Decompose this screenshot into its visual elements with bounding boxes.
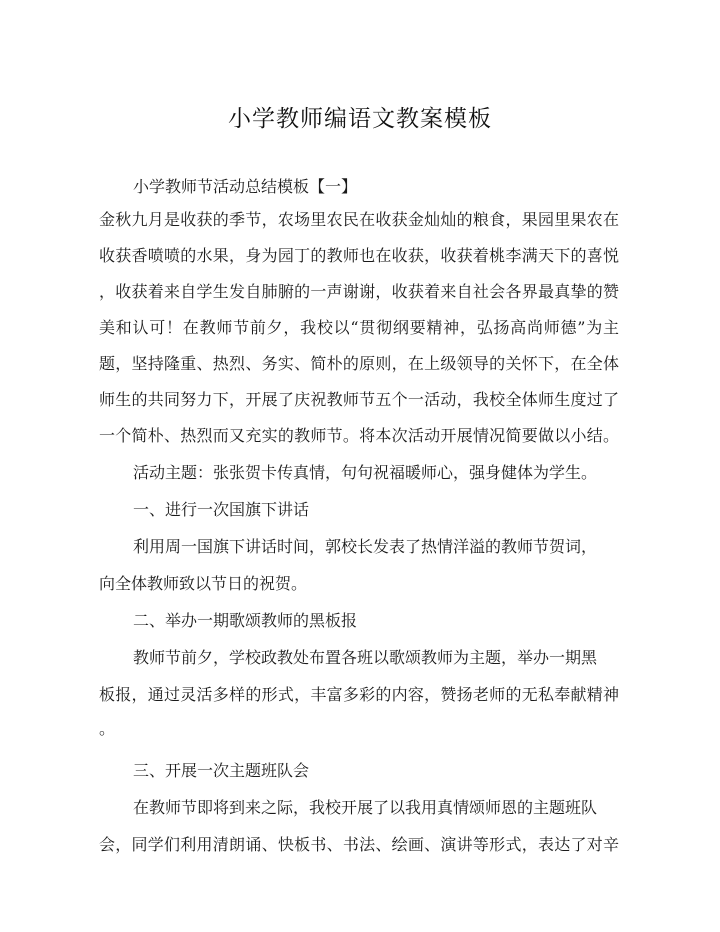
paragraph-line: 利用周一国旗下讲话时间，郭校长发表了热情洋溢的教师节贺词， [133, 537, 598, 556]
paragraph-line: 在教师节即将到来之际，我校开展了以我用真情颂师恩的主题班队 [133, 798, 598, 817]
section-heading: 二、举办一期歌颂教师的黑板报 [133, 611, 358, 630]
paragraph-line: 会，同学们利用清朗诵、快板书、书法、绘画、演讲等形式，表达了对辛 [99, 835, 619, 854]
document-title: 小学教师编语文教案模板 [228, 106, 492, 132]
paragraph-line: 板报，通过灵活多样的形式，丰富多彩的内容，赞扬老师的无私奉献精神 [99, 685, 619, 704]
paragraph-line: 金秋九月是收获的季节，农场里农民在收获金灿灿的粮食，果园里果农在 [99, 210, 619, 229]
paragraph-line: 收获香喷喷的水果，身为园丁的教师也在收获，收获着桃李满天下的喜悦 [99, 246, 619, 265]
section-heading: 一、进行一次国旗下讲话 [133, 500, 310, 519]
paragraph-line: ，收获着来自学生发自肺腑的一声谢谢，收获着来自社会各界最真挚的赞 [99, 282, 619, 301]
paragraph-line: 师生的共同努力下，开展了庆祝教师节五个一活动，我校全体师生度过了 [99, 390, 619, 409]
paragraph-line: 题，坚持隆重、热烈、务实、简朴的原则，在上级领导的关怀下，在全体 [99, 354, 619, 373]
paragraph-line: 一个简朴、热烈而又充实的教师节。将本次活动开展情况简要做以小结。 [99, 426, 619, 445]
paragraph-line: 向全体教师致以节日的祝贺。 [99, 574, 308, 593]
section-heading: 三、开展一次主题班队会 [133, 761, 310, 780]
paragraph-line: 美和认可！在教师节前夕，我校以“贯彻纲要精神，弘扬高尚师德”为主 [99, 318, 619, 337]
paragraph-line: 活动主题：张张贺卡传真情，句句祝福暖师心，强身健体为学生。 [133, 463, 598, 482]
paragraph-line: 。 [99, 719, 116, 738]
section-heading: 小学教师节活动总结模板【一】 [133, 177, 358, 196]
paragraph-line: 教师节前夕，学校政教处布置各班以歌颂教师为主题，举办一期黑 [133, 648, 598, 667]
